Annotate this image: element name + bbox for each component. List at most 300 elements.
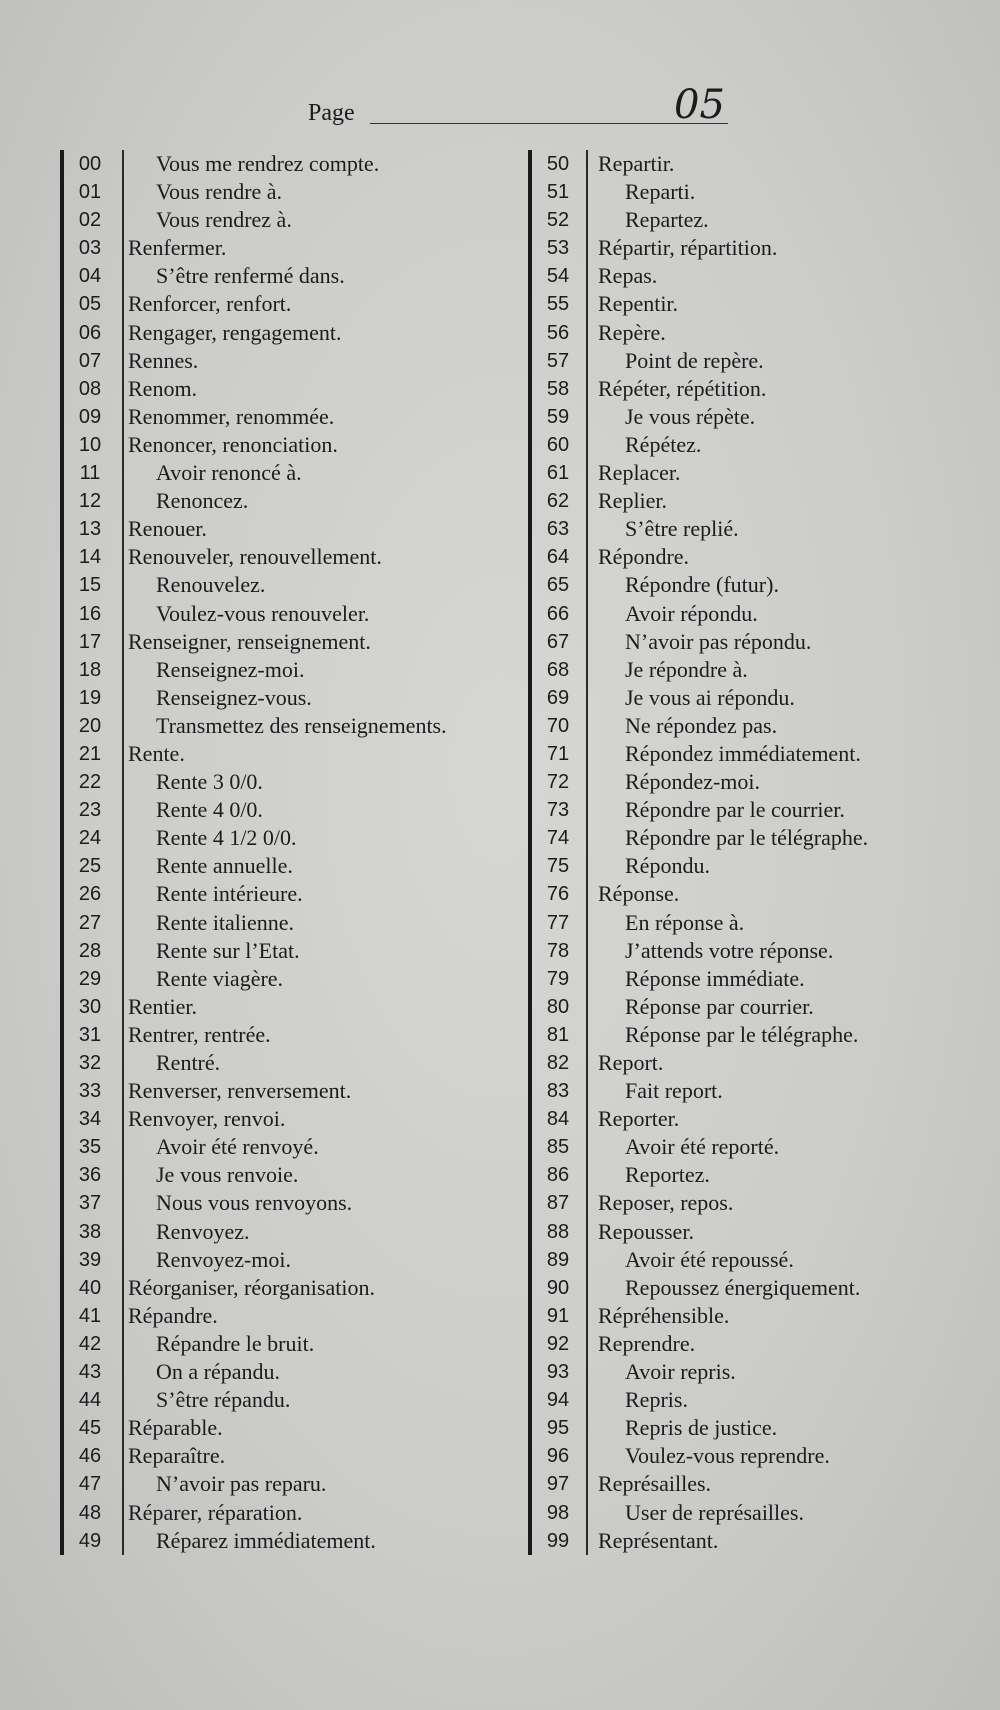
entry-number: 04 [78,265,102,288]
list-item [60,628,530,656]
list-item [60,262,530,290]
list-item [60,234,530,262]
entry-text: Répondu. [625,853,710,879]
entry-number: 12 [78,490,102,513]
entry-number: 13 [78,518,102,541]
entry-text: Fait report. [625,1078,723,1104]
list-item [60,1021,530,1049]
entry-number: 10 [78,433,102,456]
list-item [528,1330,968,1358]
entry-text: Reprendre. [598,1330,696,1356]
list-item [528,628,968,656]
list-item [60,459,530,487]
entry-text: N’avoir pas reparu. [156,1471,327,1497]
entry-text: Rente. [128,740,185,766]
list-item [528,684,968,712]
entry-number: 94 [546,1389,570,1412]
entry-text: N’avoir pas répondu. [625,628,812,654]
list-item [528,993,968,1021]
entry-text: Rente viagère. [156,965,284,991]
entry-number: 39 [78,1248,102,1271]
entry-number: 82 [546,1052,570,1074]
entry-number: 68 [546,658,570,681]
entry-text: Voulez-vous reprendre. [625,1443,830,1469]
list-item [528,543,968,571]
entry-text: Vous me rendrez compte. [156,151,380,176]
entry-number: 51 [546,181,570,204]
list-item [528,1077,968,1105]
entry-text: Avoir repris. [625,1359,736,1385]
entry-number: 65 [546,574,570,597]
list-item [528,206,968,234]
list-item [60,824,530,852]
entry-text: Renseignez-vous. [156,684,312,710]
list-item [60,290,530,318]
entry-text: Point de repère. [625,347,764,373]
entry-text: Avoir été repoussé. [625,1246,794,1272]
entry-text: Repousser. [598,1218,694,1244]
entry-text: Répéter, répétition. [598,375,767,401]
entry-number: 72 [546,771,570,794]
entry-number: 36 [78,1164,102,1187]
entry-text: Renseignez-moi. [156,656,305,682]
list-item [528,712,968,740]
entry-number: 42 [78,1332,102,1355]
list-item [60,1302,530,1330]
entry-number: 16 [78,602,102,625]
entry-number: 03 [78,237,102,260]
entry-number: 07 [78,349,102,372]
entry-text: Vous rendrez à. [156,207,292,233]
entry-number: 48 [78,1501,102,1524]
list-item [528,150,968,178]
list-item [528,571,968,599]
entry-text: Je répondre à. [625,656,748,682]
entry-number: 99 [546,1529,570,1552]
entry-number: 19 [78,686,102,709]
entry-text: S’être répandu. [156,1387,291,1413]
entry-number: 85 [546,1136,570,1159]
entry-number: 71 [546,742,570,765]
list-item [528,1527,968,1555]
entry-text: S’être renfermé dans. [156,263,345,289]
entry-text: Avoir été reporté. [625,1134,780,1160]
entry-number: 78 [546,939,570,962]
list-item [528,937,968,965]
entry-number: 14 [78,546,102,569]
right-rows [528,150,968,1555]
list-item [528,234,968,262]
list-item [528,375,968,403]
entry-number: 00 [78,153,102,175]
entry-number: 81 [546,1023,570,1046]
list-item [528,1105,968,1133]
entry-number: 58 [546,377,570,400]
list-item [528,600,968,628]
entry-number: 47 [78,1473,102,1496]
list-item [528,1499,968,1527]
list-item [528,852,968,880]
entry-number: 37 [78,1192,102,1215]
entry-number: 02 [78,209,102,232]
entry-text: Répandre le bruit. [156,1330,315,1356]
list-item [60,1358,530,1386]
entry-number: 61 [546,462,570,485]
entry-number: 31 [78,1023,102,1046]
entry-text: Rente annuelle. [156,853,293,879]
entry-number: 54 [546,265,570,288]
entry-text: Ne répondez pas. [625,712,778,738]
entry-text: Repentir. [598,291,679,317]
list-item [60,993,530,1021]
list-item [528,768,968,796]
entry-text: Réparable. [128,1415,223,1441]
entry-text: Avoir renoncé à. [156,460,302,486]
entry-text: Rennes. [128,347,199,373]
entry-text: Renseigner, renseignement. [128,628,371,654]
entry-text: Avoir répondu. [625,600,758,626]
entry-text: User de représailles. [625,1499,804,1525]
entry-number: 44 [78,1389,102,1412]
entry-text: Réponse. [598,881,680,907]
entry-text: Rente 3 0/0. [156,769,263,795]
page-number: 05 [674,82,725,128]
list-item [60,1527,530,1555]
entry-text: Répondre. [598,544,690,570]
list-item [60,1386,530,1414]
list-item [528,290,968,318]
entry-text: Réponse immédiate. [625,965,805,991]
entry-text: Repas. [598,263,658,289]
entry-number: 40 [78,1276,102,1299]
entry-number: 20 [78,714,102,737]
entry-text: Réponse par le télégraphe. [625,1021,859,1047]
entry-number: 66 [546,602,570,625]
entry-text: Renvoyez. [156,1218,250,1244]
entry-number: 38 [78,1220,102,1243]
list-item [528,431,968,459]
entry-number: 05 [78,293,102,316]
list-item [528,459,968,487]
list-item [528,1358,968,1386]
entry-number: 97 [546,1473,570,1496]
entry-text: Je vous ai répondu. [625,684,795,710]
list-item [528,824,968,852]
entry-number: 52 [546,209,570,232]
entry-text: Répréhensible. [598,1302,730,1328]
list-item [528,880,968,908]
entry-number: 57 [546,349,570,372]
entry-text: Renvoyer, renvoi. [128,1106,286,1132]
list-item [528,487,968,515]
entry-text: Repoussez énergiquement. [625,1274,861,1300]
list-item [60,1189,530,1217]
list-item [60,1470,530,1498]
list-item [60,1330,530,1358]
entry-number: 43 [78,1361,102,1384]
entry-text: Réponse par courrier. [625,993,814,1019]
list-item [528,1302,968,1330]
entry-number: 53 [546,237,570,260]
entry-number: 28 [78,939,102,962]
entry-text: Replacer. [598,460,681,486]
list-item [60,515,530,543]
entry-number: 17 [78,630,102,653]
entry-text: Renommer, renommée. [128,403,335,429]
entry-number: 73 [546,799,570,822]
entry-text: Représentant. [598,1527,719,1553]
entry-text: Reparaître. [128,1443,226,1469]
entry-number: 96 [546,1445,570,1468]
list-item [60,150,530,178]
entry-number: 95 [546,1417,570,1440]
entry-text: Répondre par le télégraphe. [625,825,869,851]
list-item [60,347,530,375]
entry-number: 91 [546,1304,570,1327]
entry-number: 98 [546,1501,570,1524]
page-label: Page [308,100,355,126]
list-item [60,796,530,824]
list-item [60,600,530,628]
entry-number: 59 [546,405,570,428]
left-column [60,150,530,1555]
list-item [60,1414,530,1442]
entry-number: 25 [78,855,102,878]
entry-text: Renverser, renversement. [128,1078,352,1104]
entry-number: 01 [78,181,102,204]
list-item [528,319,968,347]
list-item [528,1189,968,1217]
list-item [60,712,530,740]
list-item [60,543,530,571]
entry-text: Renom. [128,375,198,401]
list-item [528,796,968,824]
list-item [60,1499,530,1527]
entry-text: Reportez. [625,1162,710,1188]
entry-number: 93 [546,1361,570,1384]
entry-text: Voulez-vous renouveler. [156,600,370,626]
list-item [60,909,530,937]
entry-text: Renvoyez-moi. [156,1246,292,1272]
entry-text: Repris de justice. [625,1415,778,1441]
entry-text: Rentré. [156,1050,221,1075]
list-item [60,768,530,796]
entry-text: Replier. [598,488,668,514]
list-item [60,684,530,712]
entry-text: Nous vous renvoyons. [156,1190,353,1216]
entry-number: 86 [546,1164,570,1187]
entry-number: 63 [546,518,570,541]
entry-text: J’attends votre réponse. [625,937,834,963]
entry-text: Renouer. [128,516,207,542]
entry-number: 89 [546,1248,570,1271]
entry-text: Réparez immédiatement. [156,1527,376,1553]
entry-text: Repartir. [598,151,675,176]
entry-text: Reposer, repos. [598,1190,734,1216]
list-item [528,178,968,206]
entry-number: 55 [546,293,570,316]
list-item [60,1246,530,1274]
list-item [528,1049,968,1077]
entry-text: Repris. [625,1387,688,1413]
list-item [60,656,530,684]
list-item [528,1386,968,1414]
entry-text: Répétez. [625,431,702,457]
list-item [528,656,968,684]
entry-text: Renforcer, renfort. [128,291,292,317]
entry-number: 74 [546,827,570,850]
entry-text: Réparer, réparation. [128,1499,303,1525]
entry-text: Réorganiser, réorganisation. [128,1274,375,1300]
entry-text: Rengager, rengagement. [128,319,342,345]
entry-text: Vous rendre à. [156,179,283,205]
entry-number: 35 [78,1136,102,1159]
entry-text: Répondez immédiatement. [625,740,861,766]
entry-text: Reporter. [598,1106,680,1132]
list-item [60,740,530,768]
list-item [528,403,968,431]
entry-number: 50 [546,153,570,175]
entry-text: Rente 4 0/0. [156,797,263,823]
entry-text: Rentrer, rentrée. [128,1021,271,1047]
list-item [60,403,530,431]
list-item [60,1133,530,1161]
entry-text: Rente sur l’Etat. [156,937,300,963]
list-item [528,1246,968,1274]
list-item [60,431,530,459]
entry-number: 46 [78,1445,102,1468]
entry-text: Renouveler, renouvellement. [128,544,382,570]
entry-text: Renoncez. [156,488,249,514]
list-item [528,1133,968,1161]
entry-text: Répandre. [128,1302,218,1328]
entry-number: 76 [546,883,570,906]
entry-text: Représailles. [598,1471,712,1497]
entry-number: 11 [79,462,101,485]
entry-number: 62 [546,490,570,513]
entry-text: Transmettez des renseignements. [156,712,447,738]
entry-number: 26 [78,883,102,906]
list-item [528,909,968,937]
entry-number: 88 [546,1220,570,1243]
entry-text: Report. [598,1050,664,1075]
entry-number: 29 [78,967,102,990]
entry-number: 27 [78,911,102,934]
list-item [60,852,530,880]
entry-text: Renfermer. [128,235,227,261]
list-item [60,1442,530,1470]
entry-text: Avoir été renvoyé. [156,1134,319,1160]
entry-number: 92 [546,1332,570,1355]
entry-text: Rente 4 1/2 0/0. [156,825,297,851]
entry-number: 22 [78,771,102,794]
list-item [60,965,530,993]
entry-text: Je vous répète. [625,403,756,429]
entry-text: Renouvelez. [156,572,266,598]
entry-text: Repartez. [625,207,709,233]
list-item [60,319,530,347]
list-item [528,515,968,543]
list-item [60,1161,530,1189]
entry-number: 56 [546,321,570,344]
list-item [528,1470,968,1498]
list-item [60,1105,530,1133]
list-item [528,347,968,375]
entry-text: Reparti. [625,179,696,205]
entry-number: 84 [546,1108,570,1131]
entry-number: 21 [78,742,102,765]
list-item [528,740,968,768]
entry-number: 80 [546,995,570,1018]
entry-text: Je vous renvoie. [156,1162,299,1188]
entry-text: On a répandu. [156,1359,281,1385]
entry-number: 33 [78,1080,102,1103]
entry-number: 34 [78,1108,102,1131]
list-item [528,1161,968,1189]
entry-number: 79 [546,967,570,990]
list-item [60,206,530,234]
entry-number: 77 [546,911,570,934]
entry-number: 67 [546,630,570,653]
list-item [60,880,530,908]
entry-text: En réponse à. [625,909,745,935]
entry-number: 23 [78,799,102,822]
entry-number: 87 [546,1192,570,1215]
entry-number: 69 [546,686,570,709]
entry-text: S’être replié. [625,516,739,542]
entry-text: Répondre (futur). [625,572,779,598]
page-header [308,82,728,134]
entry-number: 18 [78,658,102,681]
entry-number: 75 [546,855,570,878]
list-item [60,1218,530,1246]
entry-text: Répartir, répartition. [598,235,778,261]
list-item [528,262,968,290]
entry-text: Rente italienne. [156,909,295,935]
entry-number: 83 [546,1080,570,1103]
list-item [60,1274,530,1302]
entry-number: 45 [78,1417,102,1440]
entry-number: 08 [78,377,102,400]
list-item [528,1274,968,1302]
left-rows [60,150,530,1555]
list-item [60,178,530,206]
entry-number: 90 [546,1276,570,1299]
entry-text: Repère. [598,319,666,345]
entry-text: Renoncer, renonciation. [128,431,338,457]
list-item [60,487,530,515]
entry-number: 70 [546,714,570,737]
list-item [528,1021,968,1049]
entry-number: 06 [78,321,102,344]
list-item [60,375,530,403]
list-item [528,965,968,993]
entry-text: Rente intérieure. [156,881,303,907]
entry-number: 24 [78,827,102,850]
list-item [60,1049,530,1077]
entry-text: Répondez-moi. [625,769,761,795]
entry-number: 30 [78,995,102,1018]
entry-number: 60 [546,433,570,456]
right-column [528,150,968,1555]
list-item [528,1218,968,1246]
entry-number: 64 [546,546,570,569]
entry-text: Répondre par le courrier. [625,797,845,823]
list-item [60,571,530,599]
list-item [528,1414,968,1442]
entry-number: 09 [78,405,102,428]
entry-text: Rentier. [128,993,198,1019]
